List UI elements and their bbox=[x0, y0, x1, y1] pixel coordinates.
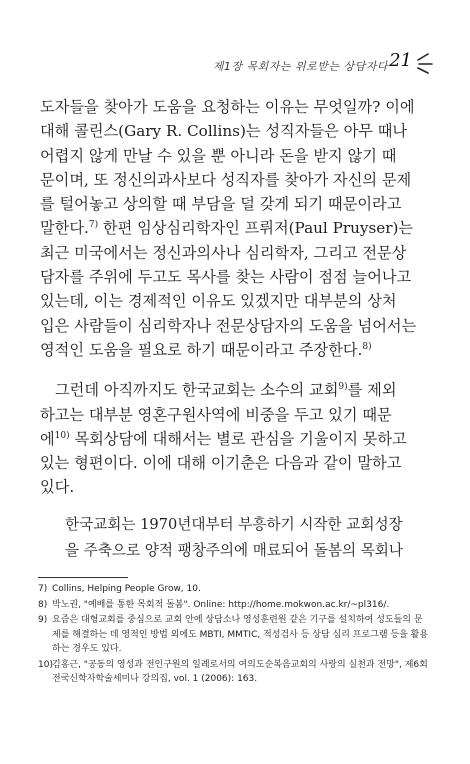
text-line bbox=[40, 338, 426, 362]
footnote-divider bbox=[38, 577, 128, 578]
text-line: 문이며, 또 정신의과사보다 성직자를 찾아가 자신의 문제 bbox=[40, 170, 412, 189]
text-line: 어렵지 않게 만날 수 있을 뿐 아니라 돈을 받지 않기 때 bbox=[40, 146, 397, 165]
text-segment: 그런데 아직까지도 한국교회는 소수의 교회 bbox=[55, 381, 339, 400]
text-segment: 말한다. bbox=[40, 219, 89, 238]
sparkle-decoration-icon bbox=[410, 40, 440, 80]
quote-line: 한국교회는 1970년대부터 부흥하기 시작한 교회성장 bbox=[65, 516, 403, 533]
text-line bbox=[40, 378, 426, 402]
text-line: 입은 사람들이 심리학자나 전문상담자의 도움을 넘어서는 bbox=[40, 316, 417, 335]
text-segment: 를 제외 bbox=[347, 381, 397, 400]
footnote-number: 9) bbox=[38, 615, 48, 625]
text-line: 하고는 대부분 영혼구원사역에 비중을 두고 있기 때문 bbox=[40, 405, 392, 424]
text-line: 있는 형편이다. 이에 대해 이기춘은 다음과 같이 말하고 bbox=[40, 454, 402, 473]
text-line: 있다. bbox=[40, 478, 75, 497]
text-line: 있는데, 이는 경제적인 이유도 있겠지만 대부분의 상처 bbox=[40, 292, 397, 311]
footnote-number: 7) bbox=[38, 584, 48, 594]
paragraph-2 bbox=[40, 378, 426, 499]
footnote-9 bbox=[38, 613, 430, 657]
main-text bbox=[40, 95, 426, 500]
text-line bbox=[40, 427, 426, 451]
footnote-ref-7: 7) bbox=[88, 220, 99, 231]
footnote-ref-9: 9) bbox=[338, 382, 348, 393]
footnote-8 bbox=[38, 598, 430, 613]
text-line: 대해 콜린스(Gary R. Collins)는 성직자들은 아무 때나 bbox=[40, 122, 408, 141]
footnote-text: 박노권, "예배를 통한 목회적 돌봄". Online: http://home.mokwon.ac.kr/~pl316/. bbox=[52, 599, 390, 610]
footnote-text: Collins, Helping People Grow, 10. bbox=[52, 584, 201, 594]
text-segment: 에 bbox=[40, 429, 55, 448]
text-segment: 목회상담에 대해서는 별로 관심을 기울이지 못하고 bbox=[69, 429, 407, 448]
text-line: 최근 미국에서는 정신과의사나 심리학자, 그리고 전문상 bbox=[40, 243, 407, 262]
text-segment: 영적인 도움을 필요로 하기 때문이라고 주장한다. bbox=[40, 340, 363, 359]
footnote-text: 김홍근, "공동의 영성과 전인구원의 일례로서의 여의도순복음교회의 사랑의 실천과 전망", 제6회 전국신학자학술세미나 강의집, vol. 1 (2006): 163. bbox=[52, 659, 428, 684]
running-title: 제1장 목회자는 위로받는 상담자다 bbox=[212, 60, 388, 73]
footnote-ref-8: 8) bbox=[362, 341, 372, 352]
page-number: 21 bbox=[389, 50, 412, 71]
text-line: 도자들을 찾아가 도움을 요청하는 이유는 무엇일까? 이에 bbox=[40, 98, 415, 116]
text-segment: 한편 임상심리학자인 프뤼저(Paul Pruyser)는 bbox=[98, 219, 414, 238]
text-line: 를 털어놓고 상의할 때 부담을 덜 갖게 되기 때문이라고 bbox=[40, 195, 402, 214]
block-quote bbox=[65, 512, 410, 564]
running-header bbox=[0, 40, 470, 80]
footnotes bbox=[38, 582, 430, 688]
text-line bbox=[40, 216, 426, 240]
footnote-number: 8) bbox=[38, 599, 48, 610]
quote-line: 을 주축으로 양적 팽창주의에 매료되어 돌봄의 목회나 bbox=[65, 542, 403, 559]
footnote-10 bbox=[38, 658, 430, 687]
footnote-number: 10) bbox=[38, 659, 53, 670]
paragraph-1 bbox=[40, 95, 426, 362]
footnote-ref-10: 10) bbox=[54, 430, 70, 441]
footnote-7 bbox=[38, 582, 430, 597]
text-line: 담자를 주위에 두고도 목사를 찾는 사람이 점점 늘어나고 bbox=[40, 268, 412, 287]
footnote-text: 요즘은 대형교회를 중심으로 교회 안에 상담소나 영성훈련원 같은 기구를 설치하여 성도들의 문제를 해결하는 데 영적인 방법 외에도 MBTI, MMTIC, 적성검사 등 상담 심리 프로그램 등을 활용하는 경우도 있다. bbox=[52, 615, 429, 654]
